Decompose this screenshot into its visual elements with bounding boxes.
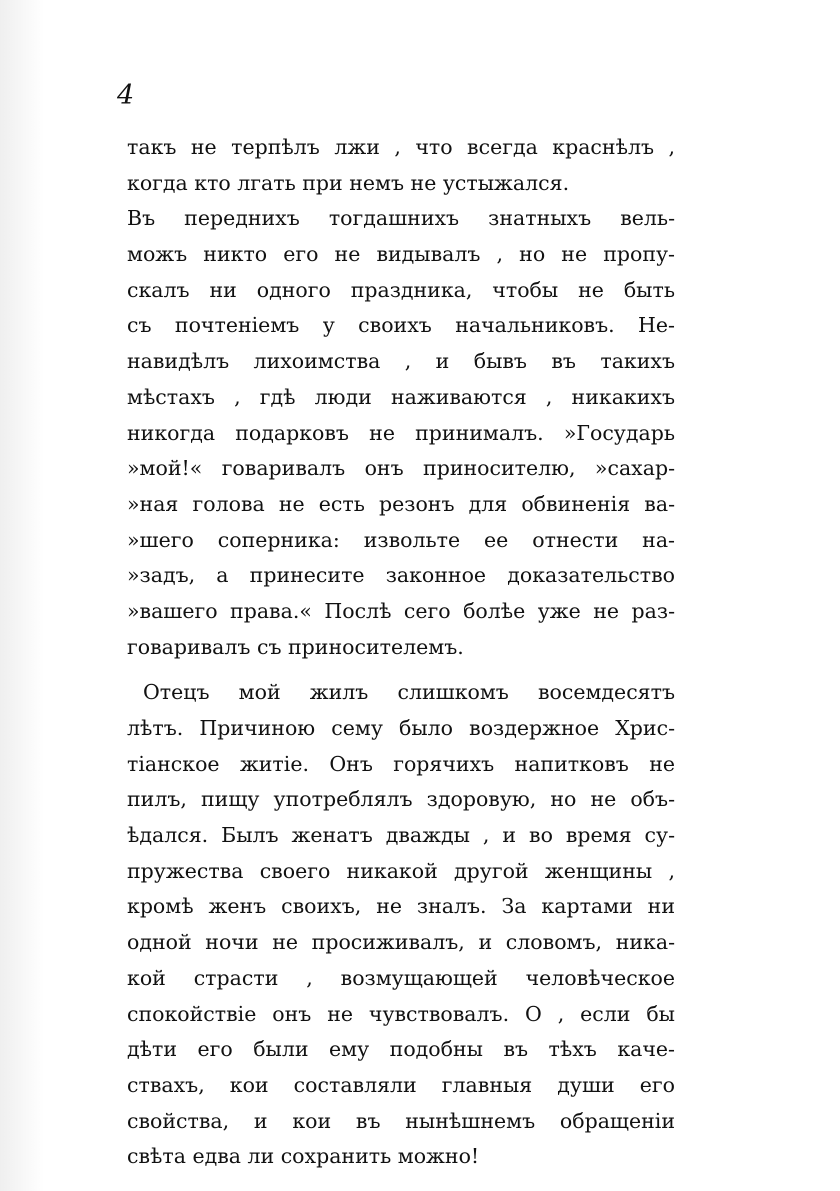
text-line: Въ переднихъ тогдашнихъ знатныхъ вель- [127,206,675,231]
text-line: пилъ, пищу употреблялъ здоровую, но не объ- [127,787,675,812]
paragraph-gap [127,665,675,675]
text-line: »мой!« говаривалъ онъ приносителю, »сахар- [127,456,675,481]
text-line: »вашего права.« Послѣ сего болѣе уже не раз- [127,598,675,623]
text-line: говаривалъ съ приносителемъ. [127,634,464,659]
text-line: »ная голова не есть резонъ для обвиненія ва- [127,491,675,516]
text-line: когда кто лгать при немъ не устыжался. [127,170,570,195]
text-line: тіанское житіе. Онъ горячихъ напитковъ не [127,751,675,776]
text-line: ѣдался. Былъ женатъ дважды , и во время су- [127,823,675,848]
text-line: »задъ, а принесите законное доказательство [127,563,675,588]
paragraph [127,675,675,1175]
text-line: съ почтеніемъ у своихъ начальниковъ. Не- [127,313,675,338]
text-line: лѣтъ. Причиною сему было воздержное Хрис- [127,716,675,740]
text-line: Отецъ мой жилъ слишкомъ восемдесятъ [143,680,675,705]
text-line: можъ никто его не видывалъ , но не пропу- [127,242,675,267]
text-line: спокойствіе онъ не чувствовалъ. О , если бы [127,1001,675,1026]
text-line: »шего соперника: извольте ее отнести на- [127,527,675,552]
paragraph [127,130,675,665]
text-line: свѣта едва ли сохранить можно! [127,1144,480,1169]
text-line: пружества своего никакой другой женщины , [127,858,675,883]
text-line: такъ не терпѣлъ лжи , что всегда краснѣлъ , [127,135,675,159]
body-text [127,130,675,1175]
text-line: кромѣ женъ своихъ, не зналъ. За картами ни [127,894,675,919]
text-line: мѣстахъ , гдѣ люди наживаются , никакихъ [127,384,675,409]
text-line: дѣти его были ему подобны въ тѣхъ каче- [127,1037,675,1062]
text-line: скалъ ни одного праздника, чтобы не быть [127,277,675,302]
text-line: кой страсти , возмущающей человѣческое [127,965,675,990]
text-line: ствахъ, кои составляли главныя души его [127,1072,675,1097]
page-gutter-shadow [0,0,44,1191]
text-line: свойства, и кои въ нынѣшнемъ обращеніи [127,1108,675,1133]
text-line: одной ночи не просиживалъ, и словомъ, ника- [127,930,675,955]
text-line: никогда подарковъ не принималъ. »Государь [127,420,675,445]
page-number: 4 [117,80,135,111]
text-line: навидѣлъ лихоимства , и бывъ въ такихъ [127,349,675,374]
